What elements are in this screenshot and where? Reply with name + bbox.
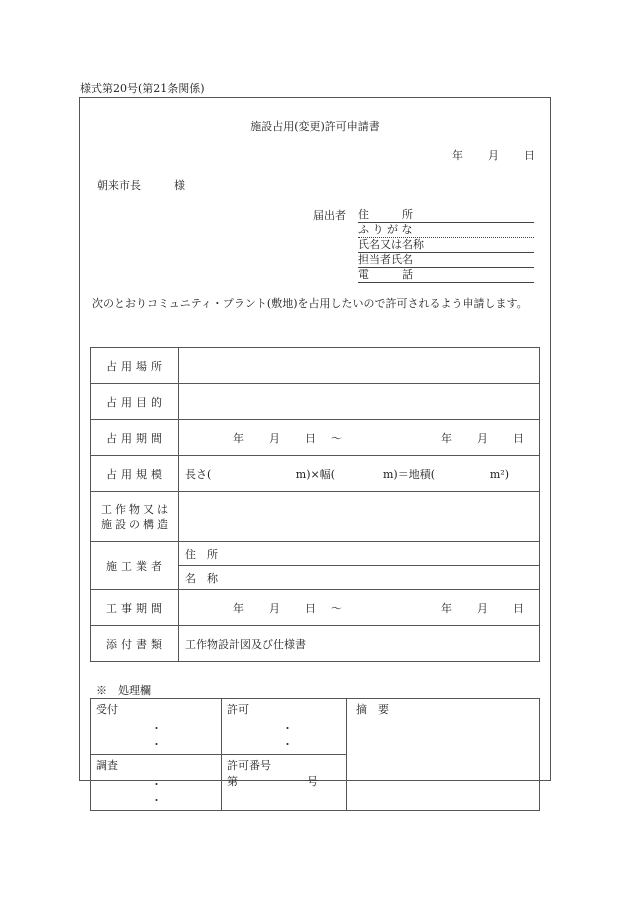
applicant-name-label: 氏名又は名称 — [358, 238, 424, 251]
inspected-dot-2: ・ — [151, 794, 162, 807]
period-tilde: ～ — [331, 431, 342, 445]
received-dot-1: ・ — [151, 722, 162, 735]
period-to-year: 年 — [441, 431, 452, 445]
period-from-year: 年 — [233, 431, 244, 445]
period-label: 占用期間 — [91, 420, 179, 456]
period-value[interactable] — [179, 420, 540, 456]
inspected-cell[interactable] — [91, 755, 222, 811]
period-to-day: 日 — [513, 431, 524, 445]
scale-area: m)＝地積( — [382, 467, 435, 481]
applicant-contact-label: 担当者氏名 — [358, 253, 413, 266]
applicant-phone-field[interactable] — [358, 268, 534, 283]
scale-label: 占用規模 — [91, 456, 179, 492]
received-cell[interactable] — [91, 699, 222, 755]
work-from-day: 日 — [305, 601, 316, 615]
applicant-contact-field[interactable] — [358, 253, 534, 268]
attachments-label: 添付書類 — [91, 626, 179, 662]
structure-label-line2: 施設の構造 — [101, 517, 171, 531]
structure-label — [91, 492, 179, 542]
received-label: 受付 — [96, 703, 118, 716]
addressee-honorific: 様 — [174, 179, 185, 192]
contractor-name-label: 名 称 — [185, 571, 218, 585]
scale-length: 長さ( — [185, 467, 212, 481]
permitted-dot-2: ・ — [282, 738, 293, 751]
scale-width: m)×幅( — [295, 467, 335, 481]
form-code: 様式第20号(第21条関係) — [80, 82, 205, 95]
contractor-address-label: 住 所 — [185, 547, 218, 561]
summary-cell[interactable] — [347, 699, 540, 811]
contractor-address[interactable] — [179, 542, 540, 566]
place-value[interactable] — [179, 348, 540, 384]
period-to-month: 月 — [477, 431, 488, 445]
applicant-name-field[interactable] — [358, 238, 534, 253]
work-period-label: 工事期間 — [91, 590, 179, 626]
work-from-year: 年 — [233, 601, 244, 615]
received-dot-2: ・ — [151, 738, 162, 751]
date-month: 月 — [488, 149, 499, 162]
period-from-month: 月 — [269, 431, 280, 445]
work-period-value[interactable] — [179, 590, 540, 626]
purpose-value[interactable] — [179, 384, 540, 420]
summary-label: 摘 要 — [356, 703, 389, 716]
period-from-day: 日 — [305, 431, 316, 445]
work-tilde: ～ — [331, 601, 342, 615]
work-to-month: 月 — [477, 601, 488, 615]
applicant-furigana-field[interactable] — [358, 223, 534, 238]
attachments-value: 工作物設計図及び仕様書 — [179, 626, 540, 662]
addressee — [97, 179, 185, 192]
date-year: 年 — [452, 149, 463, 162]
applicant-furigana-label: ふ り が な — [358, 223, 413, 236]
applicant-label: 届出者 — [313, 209, 346, 222]
processing-table — [90, 698, 540, 811]
application-date — [452, 149, 535, 162]
scale-value[interactable] — [179, 456, 540, 492]
permit-dai: 第 — [227, 775, 238, 788]
permitted-dot-1: ・ — [282, 722, 293, 735]
structure-value[interactable] — [179, 492, 540, 542]
processing-heading: ※ 処理欄 — [96, 684, 151, 697]
permit-go: 号 — [307, 775, 318, 788]
work-to-year: 年 — [441, 601, 452, 615]
work-to-day: 日 — [513, 601, 524, 615]
permit-number-cell[interactable] — [222, 755, 347, 811]
application-table — [90, 347, 540, 662]
inspected-dot-1: ・ — [151, 778, 162, 791]
contractor-label: 施工業者 — [91, 542, 179, 590]
contractor-name[interactable] — [179, 566, 540, 590]
addressee-name: 朝来市長 — [97, 179, 141, 192]
application-statement: 次のとおりコミュニティ・プラント(敷地)を占用したいので許可されるよう申請します。 — [92, 297, 528, 310]
permitted-label: 許可 — [227, 703, 249, 716]
structure-label-line1: 工作物又は — [101, 502, 171, 516]
work-from-month: 月 — [269, 601, 280, 615]
permit-number-label: 許可番号 — [227, 759, 271, 772]
applicant-address-label: 住 所 — [358, 208, 413, 221]
scale-unit: m²) — [489, 467, 509, 481]
applicant-phone-label: 電 話 — [358, 268, 413, 281]
permitted-cell[interactable] — [222, 699, 347, 755]
inspected-label: 調査 — [96, 759, 118, 772]
document-title: 施設占用(変更)許可申請書 — [250, 120, 380, 133]
place-label: 占用場所 — [91, 348, 179, 384]
purpose-label: 占用目的 — [91, 384, 179, 420]
applicant-address-field[interactable] — [358, 208, 534, 223]
date-day: 日 — [524, 149, 535, 162]
